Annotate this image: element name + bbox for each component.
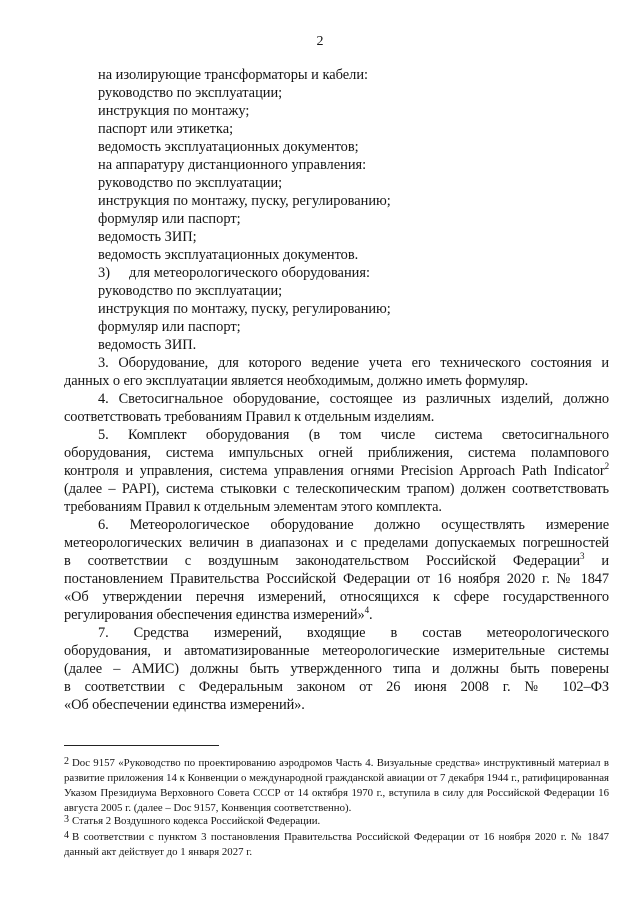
- footnote-text: В соответствии с пунктом 3 постановления Правительства Российской Федерации от 16 ноября 2020 г. № 1847 данный акт действует до 1 января 2027 г.: [64, 831, 609, 858]
- footnote-text: Doc 9157 «Руководство по проектированию аэродромов Часть 4. Визуальные средства» инструктивный материал в развитие приложения 14 к Конвенции о международной гражданской авиации от 7 декабря 1944 г., ратифицированная Указом Президиума Верховного Совета СССР от 14 октября 1970 г., вступила в силу для Российской Федерации 16 августа 2005 г. (далее – Doc 9157, Конвенция соответственно).: [64, 757, 610, 814]
- list-line: формуляр или паспорт;: [98, 211, 241, 227]
- para-5-line: требованиям Правил к отдельным элементам этого комплекта.: [64, 499, 442, 515]
- list-line: инструкция по монтажу;: [98, 103, 250, 119]
- para-6-line: [64, 606, 609, 624]
- footnote-text: Статья 2 Воздушного кодекса Российской Федерации.: [72, 815, 321, 827]
- para-6-line: 6. Метеорологическое оборудование должно осуществлять измерение: [98, 517, 609, 533]
- para-6-end: .: [369, 607, 373, 623]
- para-6-line: постановлением Правительства Российской Федерации от 16 ноября 2020 г. № 1847: [64, 571, 609, 587]
- para-5-line: 5. Комплект оборудования (в том числе система светосигнального: [98, 427, 609, 443]
- footnote-3: [64, 814, 609, 829]
- footnote-4: [64, 830, 609, 860]
- subitem-text: для метеорологического оборудования:: [129, 265, 370, 281]
- footnote-2: [64, 756, 609, 816]
- footnote-ref-4: 4: [364, 605, 370, 616]
- list-line: формуляр или паспорт;: [98, 319, 241, 335]
- list-line: паспорт или этикетка;: [98, 121, 234, 137]
- footnote-divider: [64, 745, 219, 746]
- footnote-mark: 2: [64, 756, 69, 767]
- list-line: инструкция по монтажу, пуску, регулированию;: [98, 301, 391, 317]
- list-line: ведомость эксплуатационных документов;: [98, 139, 359, 155]
- list-line: ведомость эксплуатационных документов.: [98, 247, 359, 263]
- para-6-conj: и: [601, 553, 609, 569]
- subitem-3: [98, 264, 370, 282]
- list-line: ведомость ЗИП;: [98, 229, 197, 245]
- para-7-line: оборудования, и автоматизированные метеорологические измерительные системы: [64, 643, 609, 659]
- footnote-ref-2: 2: [604, 461, 609, 472]
- para-4-line: 4. Светосигнальное оборудование, состоящее из различных изделий, должно: [98, 391, 609, 407]
- para-4-line: соответствовать требованиям Правил к отдельным изделиям.: [64, 409, 435, 425]
- list-line: руководство по эксплуатации;: [98, 175, 283, 191]
- para-5-line: [64, 462, 609, 480]
- page-number: 2: [316, 34, 324, 49]
- para-7-line: «Об обеспечении единства измерений».: [64, 697, 305, 713]
- para-6-line: «Об утверждении перечня измерений, относящихся к сфере государственного: [64, 589, 609, 605]
- footnote-mark: 4: [64, 830, 69, 841]
- para-3-line: 3. Оборудование, для которого ведение учета его технического состояния и: [98, 355, 609, 371]
- list-line: руководство по эксплуатации;: [98, 85, 283, 101]
- para-5-text: контроля и управления, система управления огнями Precision Approach Path Indicator: [64, 463, 605, 479]
- list-line: на аппаратуру дистанционного управления:: [98, 157, 367, 173]
- footnote-ref-3: 3: [579, 551, 585, 562]
- list-line: ведомость ЗИП.: [98, 337, 197, 353]
- list-line: инструкция по монтажу, пуску, регулированию;: [98, 193, 391, 209]
- para-6-text: регулирования обеспечения единства измерений»: [64, 607, 365, 623]
- list-line: руководство по эксплуатации;: [98, 283, 283, 299]
- para-5-line: (далее – PAPI), система стыковки с телескопическим трапом) должен соответствовать: [64, 481, 609, 497]
- para-7-line: (далее – АМИС) должны быть утвержденного типа и должны быть поверены: [64, 661, 609, 677]
- subitem-label: 3): [98, 265, 110, 281]
- para-3-line: данных о его эксплуатации является необходимым, должно иметь формуляр.: [64, 373, 529, 389]
- para-5-line: оборудования, система импульсных огней приближения, система поламповогo: [64, 445, 609, 461]
- list-line: на изолирующие трансформаторы и кабели:: [98, 67, 369, 83]
- footnote-mark: 3: [64, 814, 69, 825]
- para-7-line: 7. Средства измерений, входящие в состав метеорологического: [98, 625, 609, 641]
- para-6-text: в соответствии с воздушным законодательством Российской Федерации: [64, 553, 580, 569]
- para-6-line: метеорологических величин в диапазонах и с пределами допускаемых погрешностей: [64, 535, 609, 551]
- para-7-line: в соответствии с Федеральным законом от 26 июня 2008 г. № 102–ФЗ: [64, 679, 609, 695]
- para-6-line: [64, 552, 609, 570]
